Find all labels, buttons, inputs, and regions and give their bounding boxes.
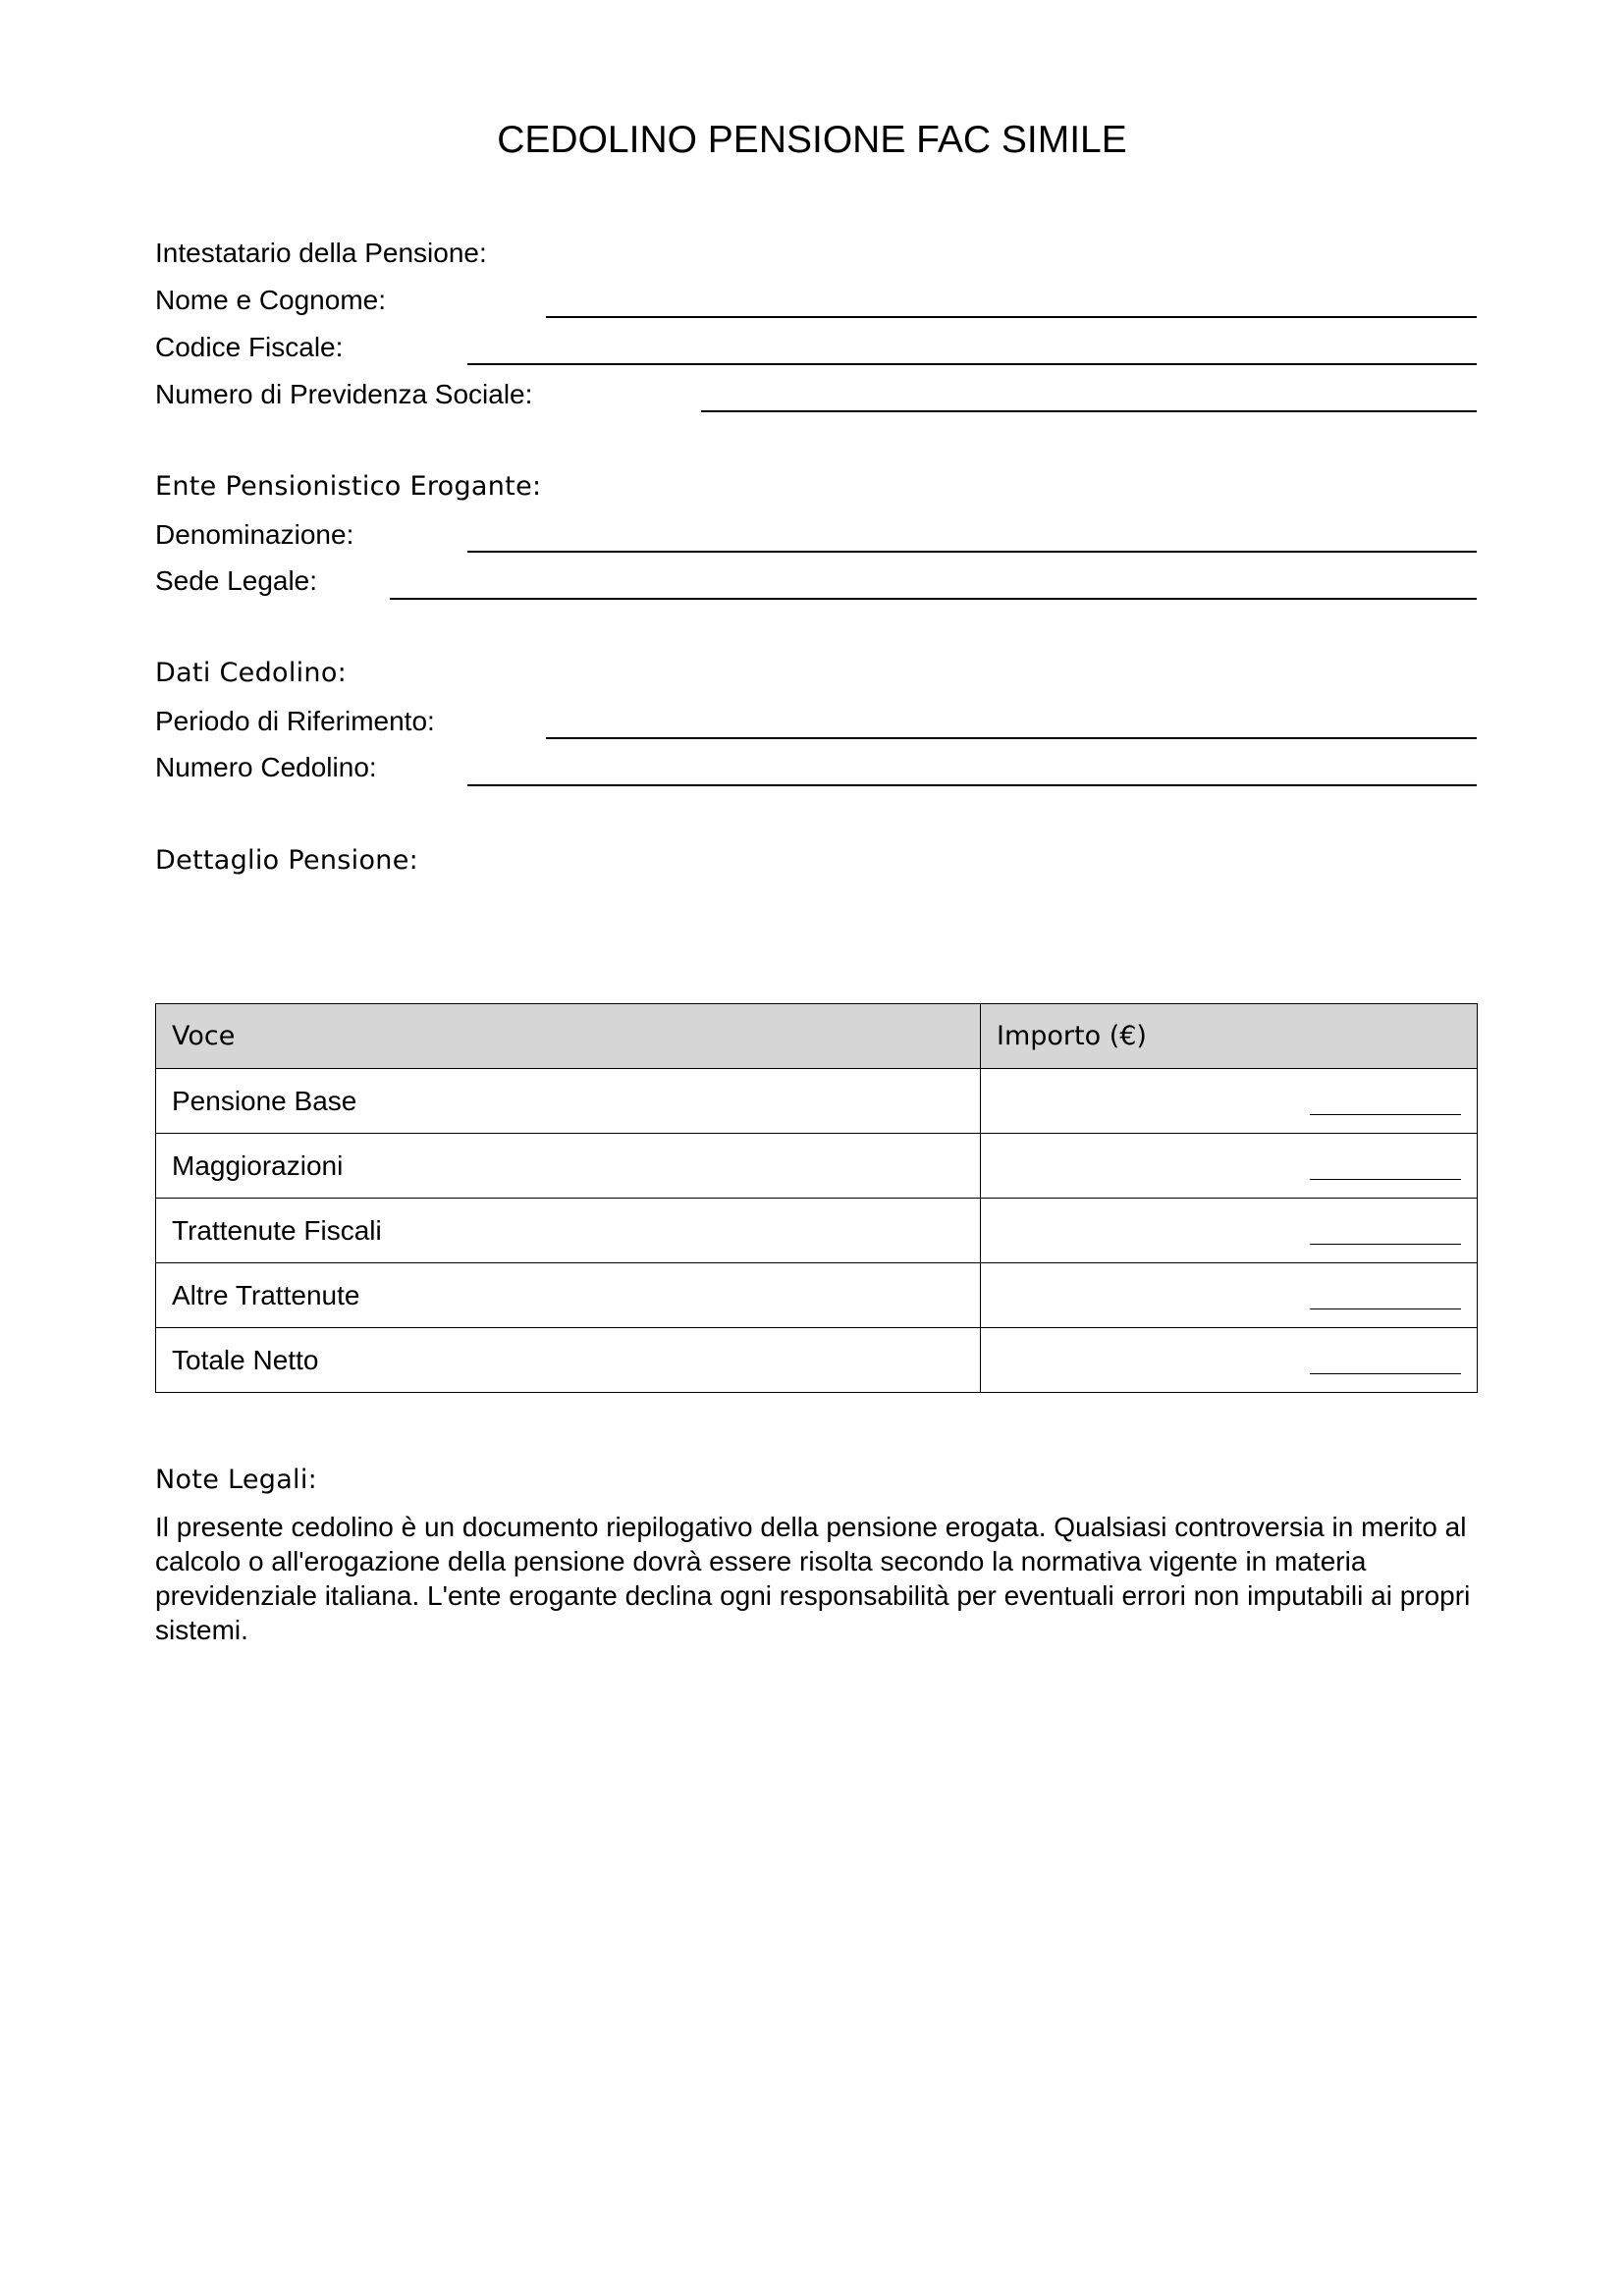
document-title: CEDOLINO PENSIONE FAC SIMILE	[497, 119, 1127, 161]
table-row	[156, 1199, 1478, 1263]
amount-blank-line[interactable]	[1310, 1244, 1461, 1245]
period-field-line[interactable]	[546, 737, 1477, 739]
slip-heading: Dati Cedolino:	[155, 658, 348, 688]
amount-blank-line[interactable]	[1310, 1308, 1461, 1309]
social-security-label: Numero di Previdenza Sociale:	[155, 379, 533, 409]
row-label-tax-deductions: Trattenute Fiscali	[156, 1199, 981, 1263]
name-label: Nome e Cognome:	[155, 285, 387, 315]
amount-blank-line[interactable]	[1310, 1373, 1461, 1374]
column-header-amount: Importo (€)	[981, 1004, 1478, 1069]
pension-detail-table	[155, 1003, 1478, 1393]
name-field-line[interactable]	[546, 316, 1477, 318]
tax-code-label: Codice Fiscale:	[155, 332, 344, 362]
amount-cell[interactable]	[981, 1199, 1478, 1263]
table-row	[156, 1263, 1478, 1328]
notes-heading: Note Legali:	[155, 1465, 318, 1495]
social-security-field-line[interactable]	[701, 410, 1477, 412]
row-label-other-deductions: Altre Trattenute	[156, 1263, 981, 1328]
amount-cell[interactable]	[981, 1134, 1478, 1199]
period-label: Periodo di Riferimento:	[155, 706, 435, 736]
slip-number-label: Numero Cedolino:	[155, 752, 377, 782]
office-field-line[interactable]	[390, 598, 1477, 600]
amount-cell[interactable]	[981, 1328, 1478, 1393]
provider-heading: Ente Pensionistico Erogante:	[155, 471, 542, 502]
provider-name-label: Denominazione:	[155, 519, 354, 550]
detail-heading: Dettaglio Pensione:	[155, 845, 419, 876]
amount-blank-line[interactable]	[1310, 1179, 1461, 1180]
table-row	[156, 1069, 1478, 1134]
table-row	[156, 1328, 1478, 1393]
amount-cell[interactable]	[981, 1263, 1478, 1328]
row-label-net-total: Totale Netto	[156, 1328, 981, 1393]
holder-heading: Intestatario della Pensione:	[155, 238, 487, 268]
amount-blank-line[interactable]	[1310, 1114, 1461, 1115]
table-header-row	[156, 1004, 1478, 1069]
amount-cell[interactable]	[981, 1069, 1478, 1134]
legal-notes-text: Il presente cedolino è un documento riepilogativo della pensione erogata. Qualsiasi controversia in merito al calcolo o all'erogazione della pensione dovrà essere risolta secondo la normativa vigente in materia previdenziale italiana. L'ente erogante declina ogni responsabilità per eventuali errori non imputabili ai propri sistemi.	[155, 1512, 1471, 1645]
office-label: Sede Legale:	[155, 565, 318, 596]
table-row	[156, 1134, 1478, 1199]
tax-code-field-line[interactable]	[467, 363, 1477, 365]
row-label-base-pension: Pensione Base	[156, 1069, 981, 1134]
provider-name-field-line[interactable]	[467, 551, 1477, 553]
row-label-increases: Maggiorazioni	[156, 1134, 981, 1199]
slip-number-field-line[interactable]	[467, 784, 1477, 786]
column-header-item: Voce	[156, 1004, 981, 1069]
